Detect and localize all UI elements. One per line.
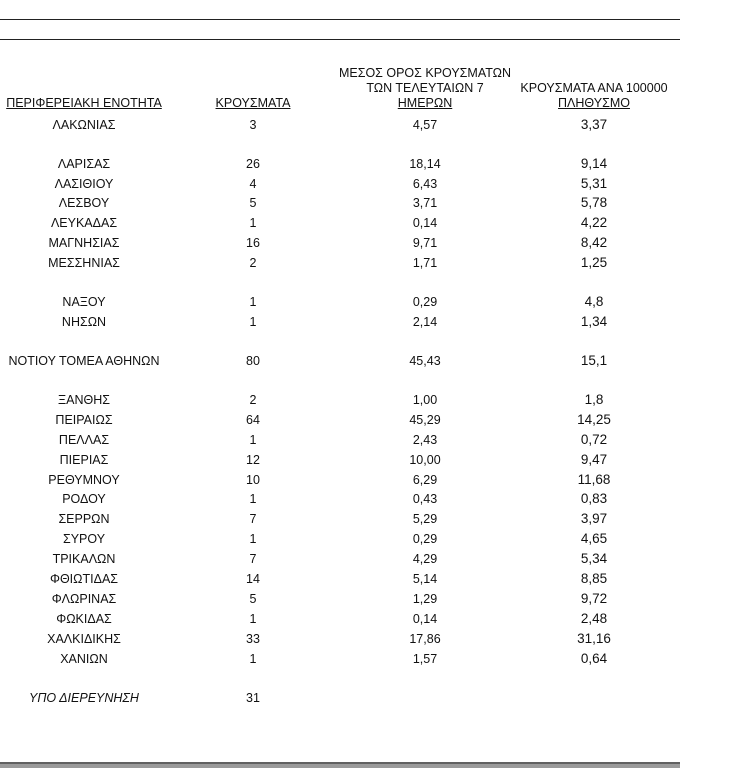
avg-value: 0,14 bbox=[412, 216, 438, 230]
avg-value: 0,29 bbox=[412, 532, 438, 546]
per100k-value: 5,34 bbox=[580, 551, 608, 566]
cases-value: 1 bbox=[249, 492, 257, 506]
per100k-value: 4,22 bbox=[580, 215, 608, 230]
per100k-value: 0,72 bbox=[580, 432, 608, 447]
table-header bbox=[0, 62, 744, 114]
avg-value: 0,43 bbox=[412, 492, 438, 506]
region-name: ΣΥΡΟΥ bbox=[62, 532, 106, 546]
region-name: ΝΟΤΙΟΥ ΤΟΜΕΑ ΑΘΗΝΩΝ bbox=[8, 354, 160, 368]
second-rule bbox=[0, 39, 680, 40]
table-row bbox=[0, 570, 744, 588]
avg-value: 45,29 bbox=[409, 413, 441, 427]
per100k-value: 8,85 bbox=[580, 571, 608, 586]
avg-value: 2,43 bbox=[412, 433, 438, 447]
per100k-value: 4,65 bbox=[580, 531, 608, 546]
table-row bbox=[0, 510, 744, 528]
cases-value: 1 bbox=[249, 612, 257, 626]
cases-value: 3 bbox=[249, 118, 257, 132]
table-row bbox=[0, 155, 744, 173]
per100k-value: 9,14 bbox=[580, 156, 608, 171]
per100k-value: 0,64 bbox=[580, 651, 608, 666]
region-name: ΜΕΣΣΗΝΙΑΣ bbox=[48, 256, 120, 270]
table-row bbox=[0, 234, 744, 252]
region-name: ΠΕΙΡΑΙΩΣ bbox=[55, 413, 113, 427]
header-avg-line3: ΗΜΕΡΩΝ bbox=[397, 96, 453, 110]
per100k-value: 4,8 bbox=[584, 294, 604, 309]
avg-value: 18,14 bbox=[409, 157, 441, 171]
per100k-value: 15,1 bbox=[580, 353, 608, 368]
under-investigation-label: ΥΠΟ ΔΙΕΡΕΥΝΗΣΗ bbox=[29, 691, 139, 705]
table-row bbox=[0, 293, 744, 311]
cases-value: 1 bbox=[249, 216, 257, 230]
table-row bbox=[0, 175, 744, 193]
region-name: ΧΑΝΙΩΝ bbox=[60, 652, 108, 666]
avg-value: 3,71 bbox=[412, 196, 438, 210]
cases-value: 1 bbox=[249, 433, 257, 447]
table-row bbox=[0, 490, 744, 508]
header-cases-per-100k bbox=[504, 81, 684, 111]
region-name: ΝΑΞΟΥ bbox=[62, 295, 106, 309]
header-region: ΠΕΡΙΦΕΡΕΙΑΚΗ ΕΝΟΤΗΤΑ bbox=[6, 96, 162, 110]
avg-value: 0,14 bbox=[412, 612, 438, 626]
cases-value: 1 bbox=[249, 315, 257, 329]
region-name: ΡΕΘΥΜΝΟΥ bbox=[48, 473, 120, 487]
cases-value: 4 bbox=[249, 177, 257, 191]
per100k-value: 1,34 bbox=[580, 314, 608, 329]
per100k-value: 3,97 bbox=[580, 511, 608, 526]
header-7day-average bbox=[330, 66, 520, 111]
region-name: ΡΟΔΟΥ bbox=[62, 492, 106, 506]
table-row bbox=[0, 550, 744, 568]
per100k-value: 0,83 bbox=[580, 491, 608, 506]
region-name: ΦΩΚΙΔΑΣ bbox=[56, 612, 112, 626]
table-row bbox=[0, 194, 744, 212]
region-name: ΠΙΕΡΙΑΣ bbox=[59, 453, 109, 467]
bottom-rule bbox=[0, 762, 680, 768]
cases-value: 1 bbox=[249, 652, 257, 666]
avg-value: 45,43 bbox=[409, 354, 441, 368]
per100k-value: 1,25 bbox=[580, 255, 608, 270]
per100k-value: 8,42 bbox=[580, 235, 608, 250]
avg-value: 5,14 bbox=[412, 572, 438, 586]
cases-value: 14 bbox=[246, 572, 260, 586]
table-row bbox=[0, 116, 744, 134]
cases-value: 1 bbox=[249, 295, 257, 309]
header-avg-line2: ΤΩΝ ΤΕΛΕΥΤΑΙΩΝ 7 bbox=[366, 81, 484, 95]
table-row bbox=[0, 471, 744, 489]
table-row bbox=[0, 214, 744, 232]
region-name: ΛΕΣΒΟΥ bbox=[58, 196, 110, 210]
region-name: ΛΕΥΚΑΔΑΣ bbox=[50, 216, 118, 230]
header-avg-line1: ΜΕΣΟΣ ΟΡΟΣ ΚΡΟΥΣΜΑΤΩΝ bbox=[338, 66, 512, 80]
table-row bbox=[0, 610, 744, 628]
cases-value: 64 bbox=[246, 413, 260, 427]
table-row bbox=[0, 530, 744, 548]
table-row bbox=[0, 451, 744, 469]
header-per100k-line2: ΠΛΗΘΥΣΜΟ bbox=[558, 96, 630, 110]
region-name: ΛΑΚΩΝΙΑΣ bbox=[52, 118, 116, 132]
table-row bbox=[0, 411, 744, 429]
cases-value: 16 bbox=[246, 236, 260, 250]
avg-value: 1,71 bbox=[412, 256, 438, 270]
per100k-value: 31,16 bbox=[577, 631, 611, 646]
top-rule bbox=[0, 19, 680, 20]
region-name: ΣΕΡΡΩΝ bbox=[58, 512, 110, 526]
per100k-value: 1,8 bbox=[584, 392, 604, 407]
region-name: ΠΕΛΛΑΣ bbox=[58, 433, 110, 447]
cases-value: 80 bbox=[246, 354, 260, 368]
region-name: ΛΑΡΙΣΑΣ bbox=[57, 157, 111, 171]
avg-value: 4,57 bbox=[412, 118, 438, 132]
cases-value: 1 bbox=[249, 532, 257, 546]
region-name: ΛΑΣΙΘΙΟΥ bbox=[54, 177, 114, 191]
avg-value: 1,29 bbox=[412, 592, 438, 606]
region-name: ΦΘΙΩΤΙΔΑΣ bbox=[49, 572, 119, 586]
cases-value: 10 bbox=[246, 473, 260, 487]
per100k-value: 3,37 bbox=[580, 117, 608, 132]
per100k-value: 5,31 bbox=[580, 176, 608, 191]
avg-value: 9,71 bbox=[412, 236, 438, 250]
per100k-value: 14,25 bbox=[577, 412, 611, 427]
avg-value: 10,00 bbox=[409, 453, 441, 467]
avg-value: 4,29 bbox=[412, 552, 438, 566]
table-row bbox=[0, 352, 744, 370]
header-per100k-line1: ΚΡΟΥΣΜΑΤΑ ΑΝΑ 100000 bbox=[520, 81, 668, 95]
under-investigation-row bbox=[0, 689, 744, 707]
region-name: ΝΗΣΩΝ bbox=[61, 315, 107, 329]
avg-value: 2,14 bbox=[412, 315, 438, 329]
cases-value: 12 bbox=[246, 453, 260, 467]
avg-value: 6,29 bbox=[412, 473, 438, 487]
table-row bbox=[0, 590, 744, 608]
avg-value: 0,29 bbox=[412, 295, 438, 309]
header-cases: ΚΡΟΥΣΜΑΤΑ bbox=[215, 96, 291, 110]
avg-value: 17,86 bbox=[409, 632, 441, 646]
cases-value: 2 bbox=[249, 393, 257, 407]
region-name: ΧΑΛΚΙΔΙΚΗΣ bbox=[47, 632, 121, 646]
per100k-value: 5,78 bbox=[580, 195, 608, 210]
cases-value: 7 bbox=[249, 552, 257, 566]
cases-value: 33 bbox=[246, 632, 260, 646]
cases-value: 26 bbox=[246, 157, 260, 171]
region-name: ΜΑΓΝΗΣΙΑΣ bbox=[48, 236, 120, 250]
under-investigation-cases: 31 bbox=[246, 691, 260, 705]
per100k-value: 9,47 bbox=[580, 452, 608, 467]
avg-value: 6,43 bbox=[412, 177, 438, 191]
cases-value: 5 bbox=[249, 592, 257, 606]
per100k-value: 9,72 bbox=[580, 591, 608, 606]
cases-value: 5 bbox=[249, 196, 257, 210]
cases-value: 7 bbox=[249, 512, 257, 526]
region-name: ΞΑΝΘΗΣ bbox=[58, 393, 110, 407]
region-name: ΦΛΩΡΙΝΑΣ bbox=[51, 592, 117, 606]
table-row bbox=[0, 650, 744, 668]
cases-value: 2 bbox=[249, 256, 257, 270]
table-row bbox=[0, 630, 744, 648]
table-row bbox=[0, 391, 744, 409]
region-name: ΤΡΙΚΑΛΩΝ bbox=[52, 552, 116, 566]
table-row bbox=[0, 431, 744, 449]
table-row bbox=[0, 254, 744, 272]
avg-value: 1,00 bbox=[412, 393, 438, 407]
table-row bbox=[0, 313, 744, 331]
per100k-value: 11,68 bbox=[577, 472, 611, 487]
avg-value: 1,57 bbox=[412, 652, 438, 666]
avg-value: 5,29 bbox=[412, 512, 438, 526]
per100k-value: 2,48 bbox=[580, 611, 608, 626]
